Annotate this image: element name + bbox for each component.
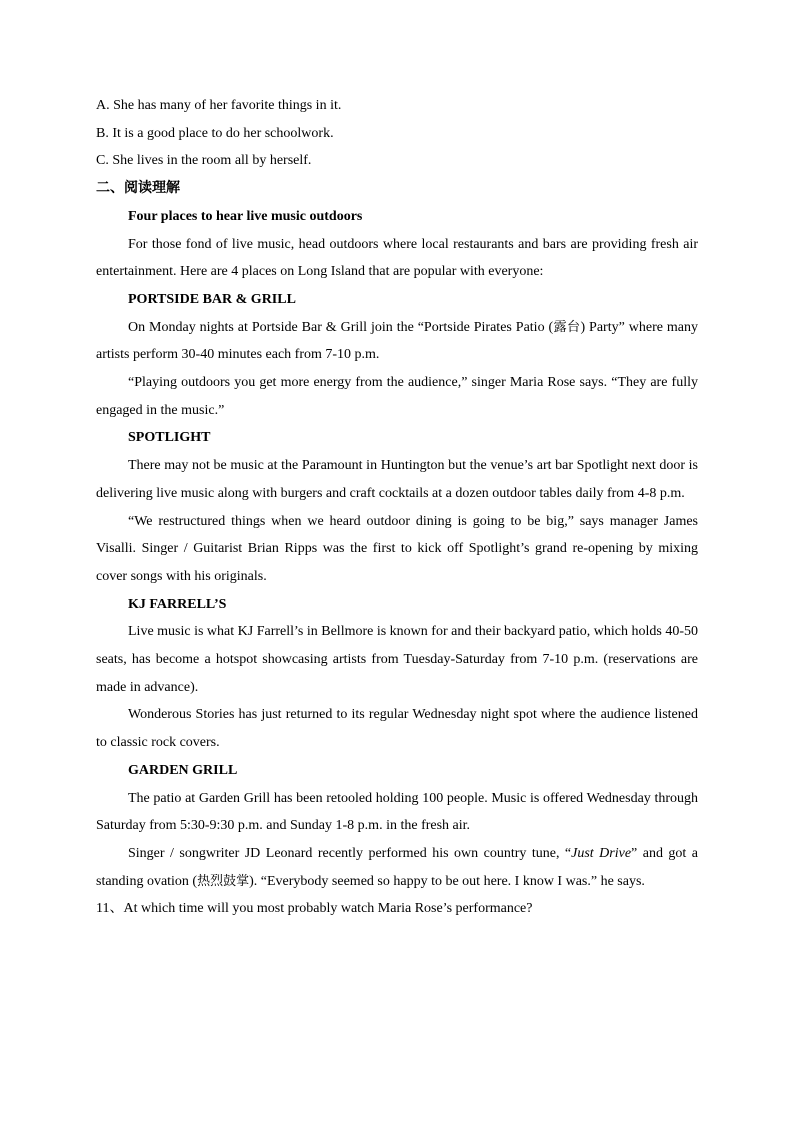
spotlight-heading: SPOTLIGHT — [128, 430, 211, 446]
document-page — [96, 92, 698, 923]
question-11: 11、At which time will you most probably watch Maria Rose’s performance? — [96, 901, 533, 917]
portside-p1-text-b: ) Party” where many artists perform 30-40 minutes each from 7-10 p.m. — [96, 319, 698, 363]
garden-p2-chinese: 热烈鼓掌 — [197, 873, 250, 889]
portside-paragraph-1 — [96, 314, 698, 369]
portside-paragraph-2: “Playing outdoors you get more energy from the audience,” singer Maria Rose says. “They are fully engaged in the music.” — [96, 375, 698, 418]
intro-paragraph: For those fond of live music, head outdoors where local restaurants and bars are providing fresh air entertainment. Here are 4 places on Long Island that are popular with everyone: — [96, 236, 698, 280]
kjfarrells-paragraph-2: Wonderous Stories has just returned to its regular Wednesday night spot where the audience listened to classic rock covers. — [96, 707, 698, 751]
option-a: A. She has many of her favorite things in it. — [96, 98, 342, 113]
passage-title: Four places to hear live music outdoors — [128, 208, 363, 224]
section-title: 二、阅读理解 — [96, 180, 180, 197]
spotlight-paragraph-2: “We restructured things when we heard outdoor dining is going to be big,” says manager James Visalli. Singer / Guitarist Brian Ripps was the first to kick off Spotlight’s grand re-opening by mixing cover songs with his originals. — [96, 513, 698, 584]
garden-p2-song-title: Just Drive — [571, 845, 632, 861]
garden-heading: GARDEN GRILL — [128, 762, 238, 778]
kjfarrells-heading: KJ FARRELL’S — [128, 596, 227, 612]
option-b: B. It is a good place to do her schoolwork. — [96, 125, 334, 141]
garden-p2-text-b: ” and got a standing ovation ( — [96, 845, 698, 889]
portside-p1-chinese: 露台 — [553, 319, 581, 335]
kjfarrells-paragraph-1: Live music is what KJ Farrell’s in Bellmore is known for and their backyard patio, which holds 40-50 seats, has become a hotspot showcasing artists from Tuesday-Saturday from 7-10 p.m. (reservations are made in advance). — [96, 624, 699, 695]
option-c: C. She lives in the room all by herself. — [96, 153, 312, 169]
portside-heading: PORTSIDE BAR & GRILL — [128, 291, 296, 307]
garden-p2-text-c: ). “Everybody seemed so happy to be out here. I know I was.” he says. — [249, 873, 645, 889]
garden-paragraph-1: The patio at Garden Grill has been retooled holding 100 people. Music is offered Wednesday through Saturday from 5:30-9:30 p.m. and Sunday 1-8 p.m. in the fresh air. — [96, 790, 698, 834]
spotlight-paragraph-1: There may not be music at the Paramount in Huntington but the venue’s art bar Spotlight next door is delivering live music along with burgers and craft cocktails at a dozen outdoor tables daily from 4-8 p.m. — [96, 458, 698, 501]
garden-paragraph-2 — [96, 840, 698, 895]
portside-p1-text-a: On Monday nights at Portside Bar & Grill join the “Portside Pirates Patio ( — [128, 319, 554, 335]
garden-p2-text-a: Singer / songwriter JD Leonard recently performed his own country tune, “ — [128, 845, 572, 861]
